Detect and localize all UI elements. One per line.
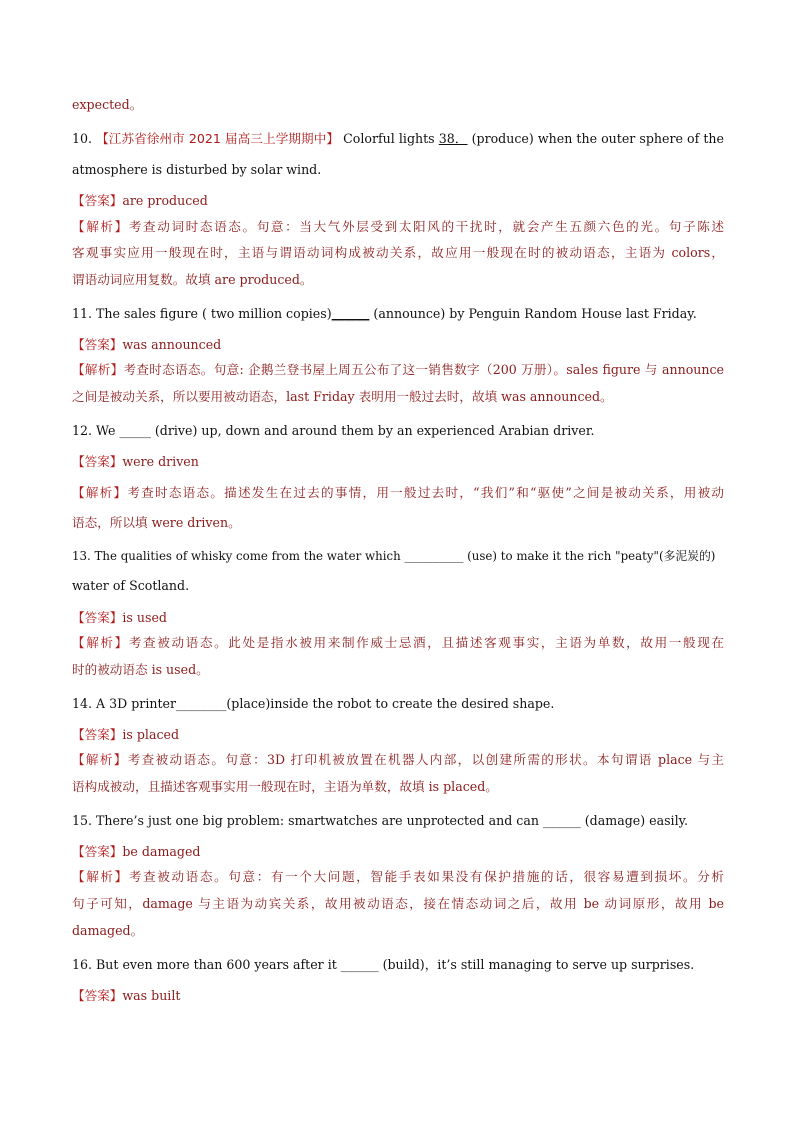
analysis-label: 【解析】 bbox=[72, 485, 128, 500]
answer-label: 【答案】 bbox=[72, 988, 123, 1003]
question-10-line-1 bbox=[72, 130, 724, 148]
analysis-11-line-1 bbox=[72, 361, 724, 379]
analysis-text: 考查时态语态。描述发生在过去的事情，用一般过去时，“我们”和“驱使”之间是被动关系，用被动 bbox=[127, 485, 724, 500]
answer-text: is placed bbox=[122, 727, 180, 742]
question-stem: 11. The sales figure ( two million copies) bbox=[72, 306, 332, 321]
analysis-label: 【解析】 bbox=[72, 219, 129, 234]
analysis-text: 考查被动语态。句意：有一个大问题，智能手表如果没有保护措施的话，很容易遭到损坏。分析 bbox=[128, 869, 725, 884]
question-source: 【江苏省徐州市 2021 届高三上学期期中】 bbox=[96, 131, 340, 146]
question-13-line-2: water of Scotland. bbox=[72, 578, 190, 593]
question-10-line-2: atmosphere is disturbed by solar wind. bbox=[72, 162, 322, 177]
analysis-label: 【解析】 bbox=[72, 869, 129, 884]
question-13-line-1: 13. The qualities of whisky come from the water which __________ (use) to make it the rich "peaty"(多泥炭的) bbox=[72, 549, 716, 563]
analysis-text: 考查被动语态。句意：3D 打印机被放置在机器人内部，以创建所需的形状。本句谓语 place 与主 bbox=[127, 752, 725, 767]
answer-label: 【答案】 bbox=[72, 844, 123, 859]
analysis-15-line-1 bbox=[72, 868, 724, 886]
question-12: 12. We _____ (drive) up, down and around them by an experienced Arabian driver. bbox=[72, 423, 595, 438]
question-16: 16. But even more than 600 years after it ______ (build)，it’s still managing to serve up surprises. bbox=[72, 957, 695, 972]
answer-text: was announced bbox=[122, 337, 222, 352]
analysis-13-line-2: 时的被动语态 is used。 bbox=[72, 662, 209, 677]
answer-15 bbox=[72, 843, 724, 861]
answer-13 bbox=[72, 609, 724, 627]
answer-14 bbox=[72, 726, 724, 744]
answer-10 bbox=[72, 192, 724, 210]
analysis-text: 考查被动语态。此处是指水被用来制作威士忌酒，且描述客观事实，主语为单数，故用一般现在 bbox=[128, 635, 725, 650]
question-15: 15. There’s just one big problem: smartwatches are unprotected and can ______ (damage) easily. bbox=[72, 813, 689, 828]
answer-label: 【答案】 bbox=[72, 454, 123, 469]
analysis-10-line-2: 客观事实应用一般现在时，主语与谓语动词构成被动关系，故应用一般现在时的被动语态，主语为 colors， bbox=[72, 245, 724, 260]
analysis-15-line-3: damaged。 bbox=[72, 923, 144, 938]
answer-label: 【答案】 bbox=[72, 193, 123, 208]
answer-text: were driven bbox=[122, 454, 199, 469]
analysis-14-line-2: 语构成被动，且描述客观事实用一般现在时，主语为单数，故填 is placed。 bbox=[72, 779, 498, 794]
analysis-11-line-2: 之间是被动关系，所以要用被动语态，last Friday 表明用一般过去时，故填 was announced。 bbox=[72, 389, 613, 404]
analysis-label: 【解析】 bbox=[72, 752, 128, 767]
analysis-10-line-1 bbox=[72, 218, 724, 236]
analysis-15-line-2: 句子可知，damage 与主语为动宾关系，故用被动语态，接在情态动词之后，故用 be 动词原形，故用 be bbox=[72, 896, 724, 911]
question-11 bbox=[72, 305, 724, 323]
question-stem: Colorful lights bbox=[343, 131, 435, 146]
answer-label: 【答案】 bbox=[72, 337, 123, 352]
analysis-label: 【解析】 bbox=[72, 362, 124, 377]
answer-label: 【答案】 bbox=[72, 727, 123, 742]
answer-text: was built bbox=[122, 988, 181, 1003]
question-blank: 38． bbox=[438, 131, 468, 146]
answer-text: be damaged bbox=[122, 844, 201, 859]
analysis-text: 考查时态语态。句意: 企鹅兰登书屋上周五公布了这一销售数字（200 万册）。sales figure 与 announce bbox=[123, 362, 725, 377]
analysis-12-line-2: 语态，所以填 were driven。 bbox=[72, 515, 241, 530]
analysis-label: 【解析】 bbox=[72, 635, 129, 650]
question-stem: (produce) when the outer sphere of the bbox=[471, 131, 724, 146]
analysis-13-line-1 bbox=[72, 634, 724, 652]
answer-label: 【答案】 bbox=[72, 610, 123, 625]
question-14: 14. A 3D printer________(place)inside the robot to create the desired shape. bbox=[72, 696, 555, 711]
question-stem: (announce) by Penguin Random House last Friday. bbox=[373, 306, 697, 321]
answer-text: is used bbox=[122, 610, 167, 625]
answer-text: are produced bbox=[122, 193, 208, 208]
previous-answer-tail: expected。 bbox=[72, 97, 143, 112]
answer-11 bbox=[72, 336, 724, 354]
analysis-14-line-1 bbox=[72, 751, 724, 769]
question-blank: ______ bbox=[331, 306, 370, 321]
answer-16 bbox=[72, 987, 724, 1005]
answer-12 bbox=[72, 453, 724, 471]
analysis-12-line-1 bbox=[72, 484, 724, 502]
analysis-text: 考查动词时态语态。句意：当大气外层受到太阳风的干扰时，就会产生五颜六色的光。句子陈述 bbox=[128, 219, 725, 234]
question-number: 10. bbox=[72, 131, 93, 146]
analysis-10-line-3: 谓语动词应用复数。故填 are produced。 bbox=[72, 272, 313, 287]
